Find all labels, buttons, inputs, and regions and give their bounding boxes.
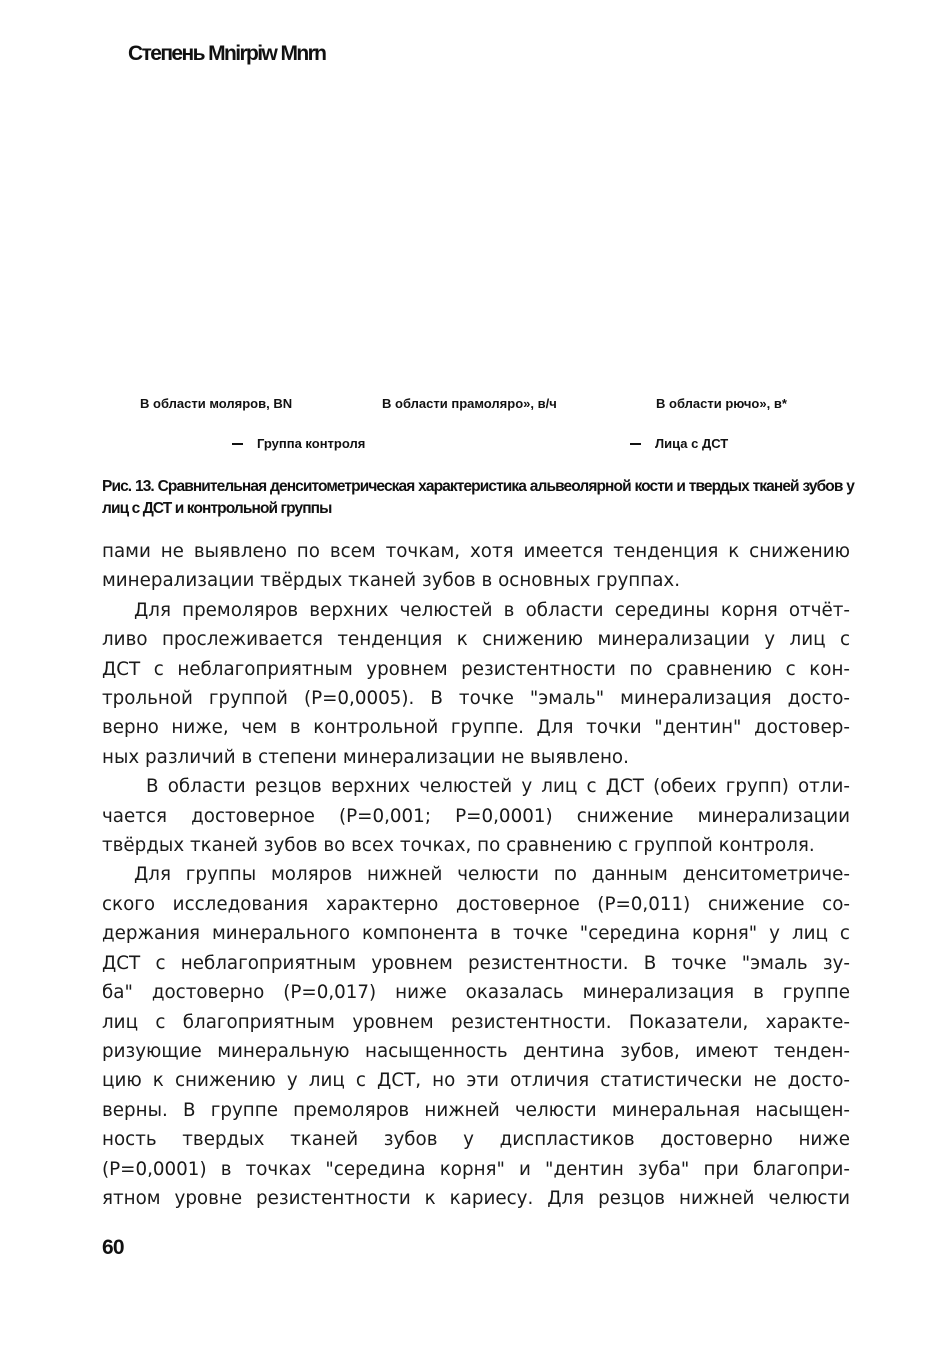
text-line: лиц с благоприятным уровнем резистентности. Показатели, характе- [102, 1011, 850, 1033]
axis-group-incisors: В области рючо», в* [656, 396, 787, 411]
legend-line-icon [630, 443, 641, 445]
axis-group-premolars: В области прамоляро», в/ч [382, 396, 557, 411]
figure-chart-area [100, 80, 850, 390]
text-line: ятном уровне резистентности к кариесу. Для резцов нижней челюсти [102, 1187, 850, 1209]
text-line: твёрдых тканей зубов во всех точках, по сравнению с группой контроля. [102, 835, 815, 857]
legend-label-control: Группа контроля [257, 436, 366, 451]
text-line: минерализации твёрдых тканей зубов в основных группах. [102, 570, 681, 592]
text-line: верны. В группе премоляров нижней челюсти минеральная насыщен- [102, 1099, 850, 1121]
axis-group-molars: В области моляров, BN [140, 396, 293, 411]
text-line: ных различий в степени минерализации не выявлено. [102, 746, 629, 768]
running-header: Степень Mnirpiw Mnrn [128, 42, 326, 65]
text-line: верно ниже, чем в контрольной группе. Для точки "дентин" достовер- [102, 717, 850, 739]
text-line: Для группы моляров нижней челюсти по данным денситометриче- [134, 864, 850, 886]
text-line: ского исследования характерно достоверное (P=0,011) снижение со- [102, 893, 850, 915]
text-line: ность твердых тканей зубов у диспластиков достоверно ниже [102, 1129, 850, 1151]
legend-item-control [232, 436, 365, 451]
legend-item-dst [630, 436, 728, 451]
text-line: ризующие минеральную насыщенность дентина зубов, имеют тенден- [102, 1040, 850, 1062]
text-line: цию к снижению у лиц с ДСТ, но эти отличия статистически не досто- [102, 1070, 850, 1092]
text-line: ДСТ с неблагоприятным уровнем резистентности. В точке "эмаль зу- [102, 952, 850, 974]
figure-legend [0, 436, 945, 456]
figure-caption: Рис. 13. Сравнительная денситометрическая характеристика альвеолярной кости и твердых тканей зубов у лиц с ДСТ и контрольной группы [102, 478, 854, 517]
text-line: держания минерального компонента в точке "середина корня" у лиц с [102, 923, 850, 945]
figure-axis-labels [0, 396, 945, 416]
text-line: Для премоляров верхних челюстей в области середины корня отчёт- [134, 599, 850, 621]
text-line: пами не выявлено по всем точкам, хотя имеется тенденция к снижению [102, 541, 850, 562]
text-line: чается достоверное (P=0,001; P=0,0001) снижение минерализации [102, 805, 850, 827]
text-line: В области резцов верхних челюстей у лиц с ДСТ (обеих групп) отли- [146, 776, 850, 798]
body-text [102, 537, 850, 1213]
text-line: трольной группой (P=0,0005). В точке "эмаль" минерализация досто- [102, 688, 850, 710]
legend-label-dst: Лица с ДСТ [655, 436, 729, 451]
legend-line-icon [232, 443, 243, 445]
text-line: ДСТ с неблагоприятным уровнем резистентности по сравнению с кон- [102, 658, 850, 680]
text-line: ливо прослеживается тенденция к снижению минерализации у лиц с [102, 629, 850, 651]
text-line: (P=0,0001) в точках "середина корня" и "дентин зуба" при благопри- [102, 1158, 850, 1180]
text-line: ба" достоверно (P=0,017) ниже оказалась минерализация в группе [102, 982, 850, 1004]
page-number: 60 [102, 1236, 124, 1259]
